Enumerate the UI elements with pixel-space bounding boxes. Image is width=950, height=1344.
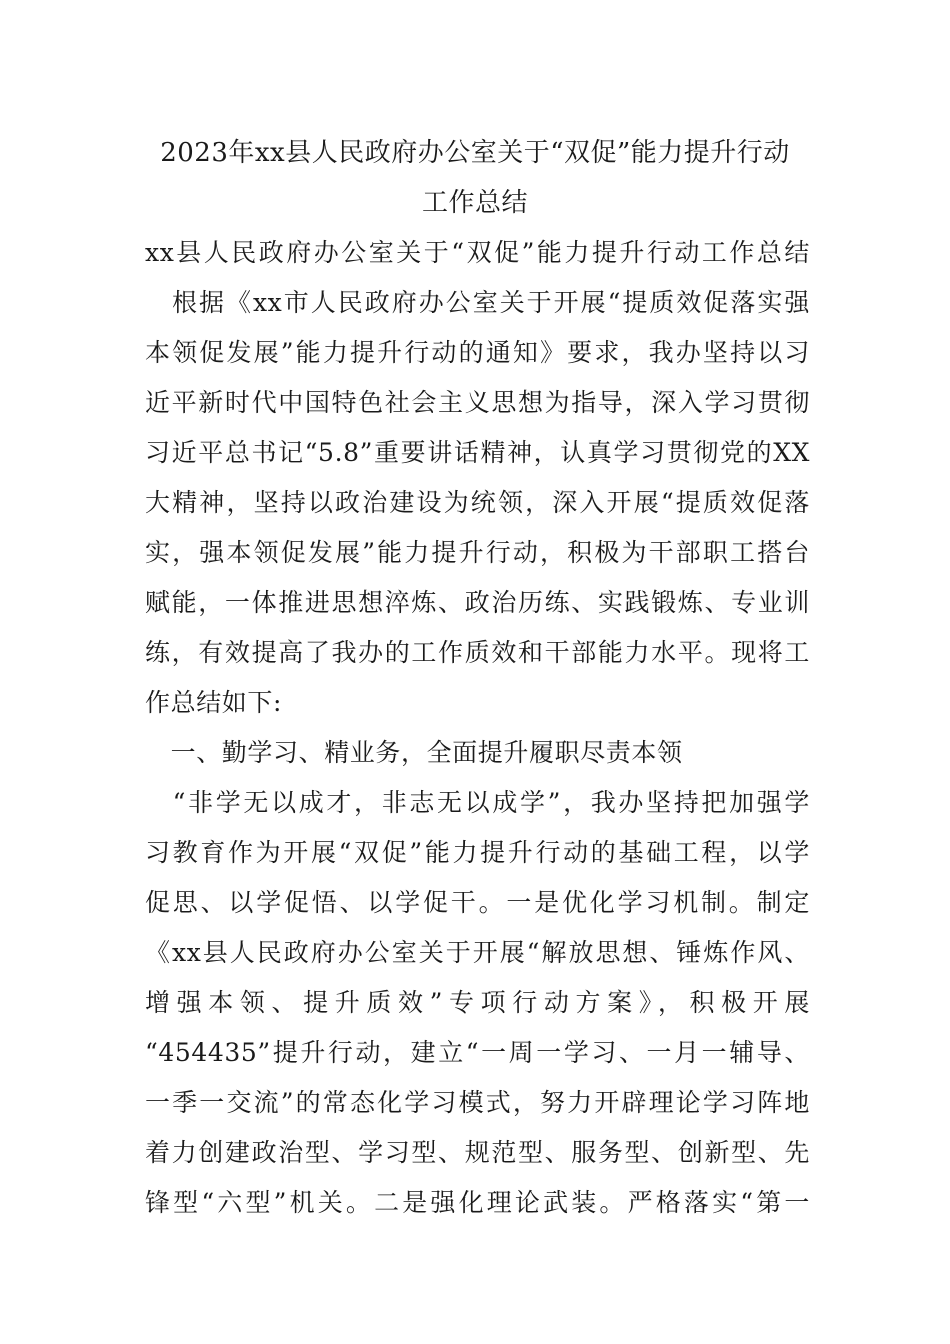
- body-text-line: 增强本领、提升质效”专项行动方案》，积极开展: [145, 988, 810, 1017]
- body-text-line: 习教育作为开展“双促”能力提升行动的基础工程，以学: [145, 838, 810, 867]
- body-text-line: 实，强本领促发展”能力提升行动，积极为干部职工搭台: [145, 538, 810, 567]
- document-title-line-2: 工作总结: [421, 188, 528, 218]
- body-text-line: 促思、以学促悟、以学促干。一是优化学习机制。制定: [145, 888, 810, 917]
- body-text-line: 一季一交流”的常态化学习模式，努力开辟理论学习阵地: [145, 1088, 810, 1117]
- body-text-line: 锋型“六型”机关。二是强化理论武装。严格落实“第一: [145, 1188, 810, 1217]
- body-text-line: 根据《xx市人民政府办公室关于开展“提质效促落实强: [145, 288, 810, 317]
- body-text-line: 赋能，一体推进思想淬炼、政治历练、实践锻炼、专业训: [145, 588, 810, 617]
- body-text-line: “454435”提升行动，建立“一周一学习、一月一辅导、: [145, 1038, 810, 1067]
- document-title-line-1: 2023年xx县人民政府办公室关于“双促”能力提升行动: [160, 138, 790, 168]
- body-text-line: 作总结如下:: [145, 688, 283, 717]
- section-heading: 一、勤学习、精业务，全面提升履职尽责本领: [145, 738, 683, 767]
- body-text-line: 练，有效提高了我办的工作质效和干部能力水平。现将工: [145, 638, 810, 667]
- body-text-line: 着力创建政治型、学习型、规范型、服务型、创新型、先: [145, 1138, 810, 1167]
- body-text-line: 习近平总书记“5.8”重要讲话精神，认真学习贯彻党的XX: [145, 438, 810, 467]
- body-text-line: “非学无以成才，非志无以成学”，我办坚持把加强学: [145, 788, 810, 817]
- body-text-line: 大精神，坚持以政治建设为统领，深入开展“提质效促落: [145, 488, 810, 517]
- body-text-line: 近平新时代中国特色社会主义思想为指导，深入学习贯彻: [145, 388, 810, 417]
- body-text-line: 本领促发展”能力提升行动的通知》要求，我办坚持以习: [145, 338, 810, 367]
- document-subtitle: xx县人民政府办公室关于“双促”能力提升行动工作总结: [145, 238, 810, 267]
- body-text-line: 《xx县人民政府办公室关于开展“解放思想、锤炼作风、: [145, 938, 810, 967]
